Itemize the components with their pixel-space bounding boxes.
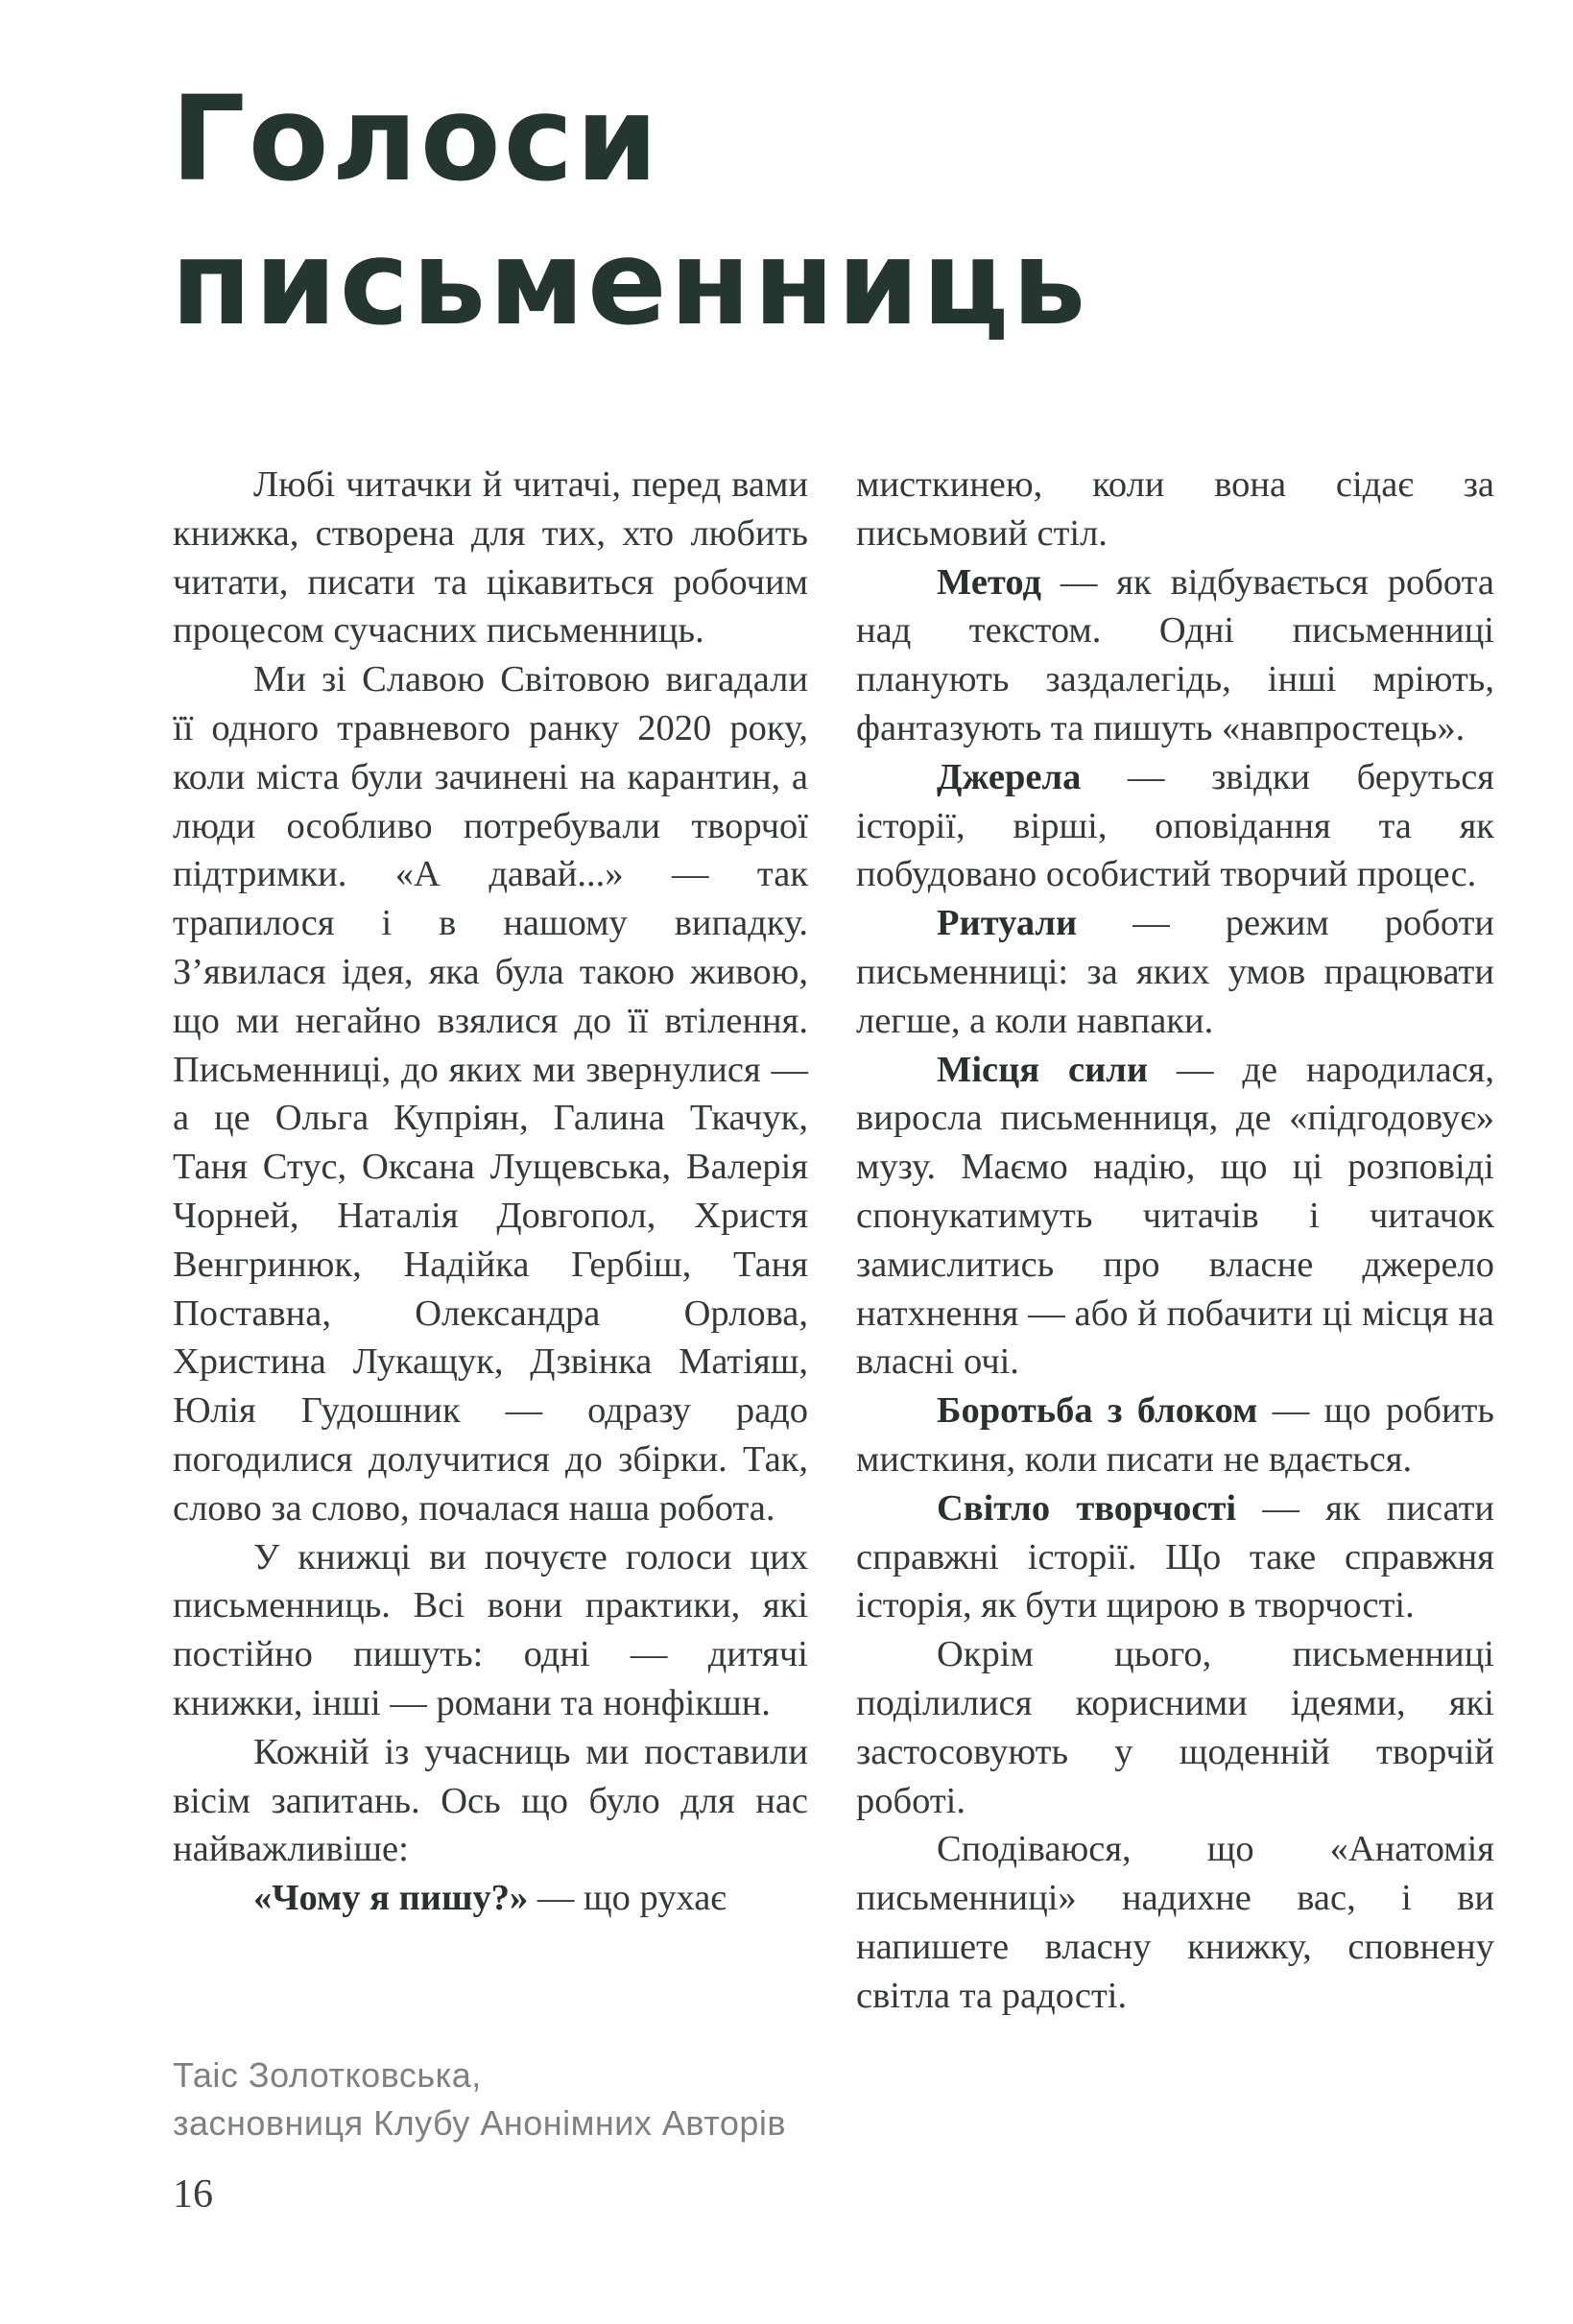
page-title — [171, 67, 1418, 355]
why-write-continuation: мисткинею, коли вона сідає за письмовий стіл. — [856, 464, 1494, 554]
left-column — [173, 461, 808, 1923]
title-line-2: письменниць — [171, 215, 1089, 351]
intro-paragraph: Любі читачки й читачі, перед вами книжка, створена для тих, хто любить читати, писати та цікавиться робочим процесом сучасних письменниць. — [173, 464, 808, 652]
block-text: — що робить мисткиня, коли писати не вдається. — [856, 1390, 1494, 1480]
why-write-text: — що рухає — [528, 1878, 727, 1919]
places-term: Місця сили — [937, 1049, 1149, 1090]
method-text: — як відбувається робота над текстом. Одні письменниці планують заздалегідь, інші мріють, фантазують та пишуть «навпростець». — [856, 561, 1494, 748]
why-write-paragraph — [173, 1874, 808, 1923]
method-paragraph — [856, 558, 1494, 753]
author-signature — [173, 2051, 1037, 2147]
author-role: засновниця Клубу Анонімних Авторів — [173, 2103, 787, 2143]
places-text: — де народилася, виросла письменниця, де «підгодовує» музу. Маємо надію, що ці розповіді спонукатимуть читачів і читачок замислитись про власне джерело натхнення — або й побачити ці місця на власні очі. — [856, 1049, 1494, 1383]
rituals-text: — режим роботи письменниці: за яких умов працювати легше, а коли навпаки. — [856, 903, 1494, 1041]
questions-paragraph: Кожній із учасниць ми поставили вісім запитань. Ось що було для нас найважливіше: — [173, 1731, 808, 1870]
right-column — [856, 461, 1494, 2021]
places-paragraph — [856, 1046, 1494, 1387]
sources-paragraph — [856, 753, 1494, 899]
block-term: Боротьба з блоком — [937, 1390, 1258, 1432]
voices-paragraph: У книжці ви почуєте голоси цих письменниць. Всі вони практики, які постійно пишуть: одні — дитячі книжки, інші — романи та нонфікшн. — [173, 1536, 808, 1723]
rituals-paragraph — [856, 899, 1494, 1045]
method-term: Метод — [937, 561, 1041, 603]
hope-paragraph: Сподіваюся, що «Анатомія письменниці» надихне вас, і ви напишете власну книжку, сповнену світла та радості. — [856, 1829, 1494, 2016]
sources-text: — звідки беруться історії, вірші, оповідання та як побудовано особистий творчий процес. — [856, 756, 1494, 895]
light-text: — як писати справжні історії. Що таке справжня історія, як бути щирою в творчості. — [856, 1487, 1494, 1626]
light-term: Світло творчості — [937, 1487, 1237, 1529]
block-paragraph — [856, 1387, 1494, 1484]
author-name: Таіс Золотковська, — [173, 2055, 482, 2095]
title-line-1: Голоси — [171, 71, 661, 207]
sources-term: Джерела — [937, 756, 1082, 797]
page-number: 16 — [173, 2172, 213, 2217]
rituals-term: Ритуали — [937, 903, 1078, 944]
besides-paragraph: Окрім цього, письменниці поділилися корисними ідеями, які застосовують у щоденній творчій роботі. — [856, 1634, 1494, 1821]
why-write-term: «Чому я пишу?» — [253, 1878, 529, 1919]
story-paragraph: Ми зі Славою Світовою вигадали її одного травневого ранку 2020 року, коли міста були зачинені на карантин, а люди особливо потребували творчої підтримки. «А давай...» — так трапилося і в нашому випадку. З’явилася ідея, яка була такою живою, що ми негайно взялися до її втілення. Письменниці, до яких ми звернулися — а це Ольга Купріян, Галина Ткачук, Таня Стус, Оксана Лущевська, Валерія Чорней, Наталія Довгопол, Христя Венгринюк, Надійка Гербіш, Таня Поставна, Олександра Орлова, Христина Лукащук, Дзвінка Матіяш, Юлія Гудошник — одразу радо погодилися долучитися до збірки. Так, слово за слово, почалася наша робота. — [173, 659, 808, 1529]
light-paragraph — [856, 1484, 1494, 1630]
